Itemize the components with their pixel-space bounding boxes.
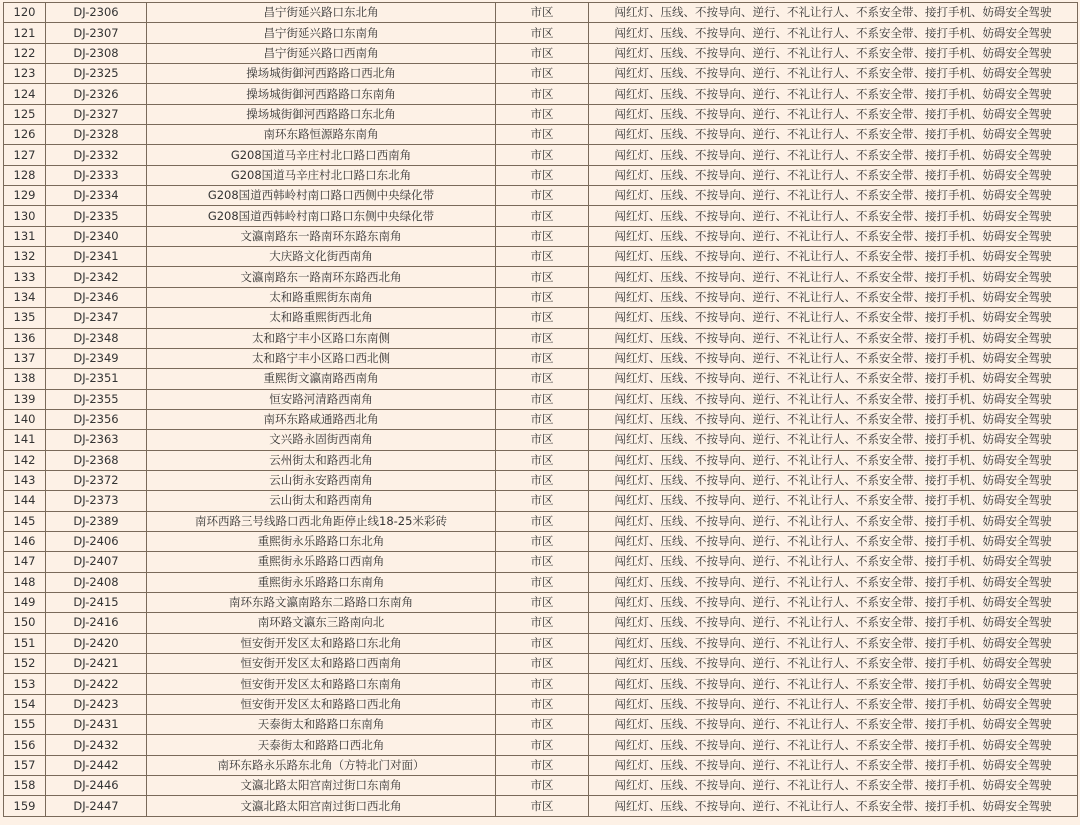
table-row: [4, 389, 1078, 409]
table-body: [4, 3, 1078, 817]
district-cell: 市区: [496, 511, 589, 531]
location-cell: 南环东路文瀛南路东二路路口东南角: [147, 592, 496, 612]
district-cell: 市区: [496, 145, 589, 165]
location-cell: 太和路重熙街东南角: [147, 287, 496, 307]
row-number-cell: 137: [4, 348, 46, 368]
location-cell: 操场城街御河西路路口西北角: [147, 64, 496, 84]
district-cell: 市区: [496, 267, 589, 287]
violations-cell: 闯红灯、压线、不按导向、逆行、不礼让行人、不系安全带、接打手机、妨碍安全驾驶: [589, 491, 1078, 511]
table-row: [4, 3, 1078, 23]
table-row: [4, 654, 1078, 674]
district-cell: 市区: [496, 674, 589, 694]
row-number-cell: 122: [4, 43, 46, 63]
row-number-cell: 128: [4, 165, 46, 185]
district-cell: 市区: [496, 613, 589, 633]
violations-cell: 闯红灯、压线、不按导向、逆行、不礼让行人、不系安全带、接打手机、妨碍安全驾驶: [589, 796, 1078, 816]
table-row: [4, 613, 1078, 633]
camera-code-cell: DJ-2347: [46, 308, 147, 328]
district-cell: 市区: [496, 247, 589, 267]
violations-cell: 闯红灯、压线、不按导向、逆行、不礼让行人、不系安全带、接打手机、妨碍安全驾驶: [589, 450, 1078, 470]
location-cell: 南环西路三号线路口西北角距停止线18-25米彩砖: [147, 511, 496, 531]
location-cell: 恒安街开发区太和路路口西南角: [147, 654, 496, 674]
table-row: [4, 796, 1078, 816]
camera-code-cell: DJ-2334: [46, 186, 147, 206]
violations-cell: 闯红灯、压线、不按导向、逆行、不礼让行人、不系安全带、接打手机、妨碍安全驾驶: [589, 247, 1078, 267]
table-row: [4, 776, 1078, 796]
table-row: [4, 470, 1078, 490]
camera-code-cell: DJ-2342: [46, 267, 147, 287]
violations-cell: 闯红灯、压线、不按导向、逆行、不礼让行人、不系安全带、接打手机、妨碍安全驾驶: [589, 592, 1078, 612]
table-row: [4, 572, 1078, 592]
camera-code-cell: DJ-2432: [46, 735, 147, 755]
violations-cell: 闯红灯、压线、不按导向、逆行、不礼让行人、不系安全带、接打手机、妨碍安全驾驶: [589, 104, 1078, 124]
district-cell: 市区: [496, 104, 589, 124]
row-number-cell: 129: [4, 186, 46, 206]
table-row: [4, 531, 1078, 551]
location-cell: 恒安路河清路西南角: [147, 389, 496, 409]
row-number-cell: 134: [4, 287, 46, 307]
camera-code-cell: DJ-2327: [46, 104, 147, 124]
location-cell: 天泰街太和路路口西北角: [147, 735, 496, 755]
camera-code-cell: DJ-2326: [46, 84, 147, 104]
violations-cell: 闯红灯、压线、不按导向、逆行、不礼让行人、不系安全带、接打手机、妨碍安全驾驶: [589, 287, 1078, 307]
row-number-cell: 152: [4, 654, 46, 674]
location-cell: 南环东路永乐路东北角（方特北门对面）: [147, 755, 496, 775]
location-cell: 重熙街永乐路路口西南角: [147, 552, 496, 572]
district-cell: 市区: [496, 84, 589, 104]
location-cell: G208国道西韩岭村南口路口西侧中央绿化带: [147, 186, 496, 206]
camera-code-cell: DJ-2335: [46, 206, 147, 226]
row-number-cell: 136: [4, 328, 46, 348]
camera-code-cell: DJ-2308: [46, 43, 147, 63]
district-cell: 市区: [496, 287, 589, 307]
camera-code-cell: DJ-2442: [46, 755, 147, 775]
district-cell: 市区: [496, 694, 589, 714]
row-number-cell: 144: [4, 491, 46, 511]
location-cell: 文瀛南路东一路南环东路西北角: [147, 267, 496, 287]
location-cell: 太和路重熙街西北角: [147, 308, 496, 328]
table-row: [4, 674, 1078, 694]
row-number-cell: 130: [4, 206, 46, 226]
district-cell: 市区: [496, 735, 589, 755]
table-row: [4, 84, 1078, 104]
location-cell: 操场城街御河西路路口东南角: [147, 84, 496, 104]
row-number-cell: 120: [4, 3, 46, 23]
row-number-cell: 142: [4, 450, 46, 470]
violations-cell: 闯红灯、压线、不按导向、逆行、不礼让行人、不系安全带、接打手机、妨碍安全驾驶: [589, 186, 1078, 206]
violations-cell: 闯红灯、压线、不按导向、逆行、不礼让行人、不系安全带、接打手机、妨碍安全驾驶: [589, 267, 1078, 287]
violations-cell: 闯红灯、压线、不按导向、逆行、不礼让行人、不系安全带、接打手机、妨碍安全驾驶: [589, 511, 1078, 531]
location-cell: 云山街永安路西南角: [147, 470, 496, 490]
violations-cell: 闯红灯、压线、不按导向、逆行、不礼让行人、不系安全带、接打手机、妨碍安全驾驶: [589, 674, 1078, 694]
table-row: [4, 267, 1078, 287]
table-row: [4, 735, 1078, 755]
camera-code-cell: DJ-2447: [46, 796, 147, 816]
district-cell: 市区: [496, 633, 589, 653]
violations-cell: 闯红灯、压线、不按导向、逆行、不礼让行人、不系安全带、接打手机、妨碍安全驾驶: [589, 84, 1078, 104]
district-cell: 市区: [496, 43, 589, 63]
violations-cell: 闯红灯、压线、不按导向、逆行、不礼让行人、不系安全带、接打手机、妨碍安全驾驶: [589, 531, 1078, 551]
row-number-cell: 139: [4, 389, 46, 409]
violations-cell: 闯红灯、压线、不按导向、逆行、不礼让行人、不系安全带、接打手机、妨碍安全驾驶: [589, 613, 1078, 633]
district-cell: 市区: [496, 755, 589, 775]
location-cell: 南环东路咸通路西北角: [147, 409, 496, 429]
violations-cell: 闯红灯、压线、不按导向、逆行、不礼让行人、不系安全带、接打手机、妨碍安全驾驶: [589, 735, 1078, 755]
camera-code-cell: DJ-2446: [46, 776, 147, 796]
row-number-cell: 132: [4, 247, 46, 267]
location-cell: 云山街太和路西南角: [147, 491, 496, 511]
district-cell: 市区: [496, 776, 589, 796]
violations-cell: 闯红灯、压线、不按导向、逆行、不礼让行人、不系安全带、接打手机、妨碍安全驾驶: [589, 470, 1078, 490]
table-row: [4, 511, 1078, 531]
location-cell: 云州街太和路西北角: [147, 450, 496, 470]
violations-cell: 闯红灯、压线、不按导向、逆行、不礼让行人、不系安全带、接打手机、妨碍安全驾驶: [589, 430, 1078, 450]
violations-cell: 闯红灯、压线、不按导向、逆行、不礼让行人、不系安全带、接打手机、妨碍安全驾驶: [589, 654, 1078, 674]
camera-code-cell: DJ-2423: [46, 694, 147, 714]
district-cell: 市区: [496, 308, 589, 328]
table-row: [4, 715, 1078, 735]
camera-code-cell: DJ-2406: [46, 531, 147, 551]
row-number-cell: 147: [4, 552, 46, 572]
violations-cell: 闯红灯、压线、不按导向、逆行、不礼让行人、不系安全带、接打手机、妨碍安全驾驶: [589, 755, 1078, 775]
row-number-cell: 159: [4, 796, 46, 816]
camera-code-cell: DJ-2389: [46, 511, 147, 531]
table-row: [4, 308, 1078, 328]
table-row: [4, 226, 1078, 246]
row-number-cell: 125: [4, 104, 46, 124]
camera-code-cell: DJ-2363: [46, 430, 147, 450]
row-number-cell: 151: [4, 633, 46, 653]
violations-cell: 闯红灯、压线、不按导向、逆行、不礼让行人、不系安全带、接打手机、妨碍安全驾驶: [589, 715, 1078, 735]
camera-code-cell: DJ-2356: [46, 409, 147, 429]
violations-cell: 闯红灯、压线、不按导向、逆行、不礼让行人、不系安全带、接打手机、妨碍安全驾驶: [589, 694, 1078, 714]
row-number-cell: 155: [4, 715, 46, 735]
district-cell: 市区: [496, 3, 589, 23]
camera-code-cell: DJ-2351: [46, 369, 147, 389]
camera-code-cell: DJ-2341: [46, 247, 147, 267]
row-number-cell: 121: [4, 23, 46, 43]
district-cell: 市区: [496, 348, 589, 368]
table-row: [4, 633, 1078, 653]
camera-code-cell: DJ-2408: [46, 572, 147, 592]
district-cell: 市区: [496, 206, 589, 226]
district-cell: 市区: [496, 328, 589, 348]
location-cell: 昌宁街延兴路口东北角: [147, 3, 496, 23]
camera-code-cell: DJ-2368: [46, 450, 147, 470]
table-row: [4, 125, 1078, 145]
table-row: [4, 552, 1078, 572]
district-cell: 市区: [496, 23, 589, 43]
camera-code-cell: DJ-2420: [46, 633, 147, 653]
location-cell: 昌宁街延兴路口东南角: [147, 23, 496, 43]
table-row: [4, 247, 1078, 267]
camera-code-cell: DJ-2340: [46, 226, 147, 246]
row-number-cell: 138: [4, 369, 46, 389]
row-number-cell: 157: [4, 755, 46, 775]
district-cell: 市区: [496, 796, 589, 816]
violations-cell: 闯红灯、压线、不按导向、逆行、不礼让行人、不系安全带、接打手机、妨碍安全驾驶: [589, 572, 1078, 592]
district-cell: 市区: [496, 369, 589, 389]
violations-cell: 闯红灯、压线、不按导向、逆行、不礼让行人、不系安全带、接打手机、妨碍安全驾驶: [589, 3, 1078, 23]
violations-cell: 闯红灯、压线、不按导向、逆行、不礼让行人、不系安全带、接打手机、妨碍安全驾驶: [589, 348, 1078, 368]
row-number-cell: 145: [4, 511, 46, 531]
table-row: [4, 694, 1078, 714]
location-cell: 操场城街御河西路路口东北角: [147, 104, 496, 124]
violations-cell: 闯红灯、压线、不按导向、逆行、不礼让行人、不系安全带、接打手机、妨碍安全驾驶: [589, 64, 1078, 84]
camera-code-cell: DJ-2348: [46, 328, 147, 348]
camera-code-cell: DJ-2325: [46, 64, 147, 84]
location-cell: 南环路文瀛东三路南向北: [147, 613, 496, 633]
camera-code-cell: DJ-2332: [46, 145, 147, 165]
violations-cell: 闯红灯、压线、不按导向、逆行、不礼让行人、不系安全带、接打手机、妨碍安全驾驶: [589, 23, 1078, 43]
camera-code-cell: DJ-2346: [46, 287, 147, 307]
row-number-cell: 158: [4, 776, 46, 796]
table-row: [4, 409, 1078, 429]
row-number-cell: 135: [4, 308, 46, 328]
location-cell: 文瀛北路太阳宫南过街口西北角: [147, 796, 496, 816]
table-row: [4, 450, 1078, 470]
district-cell: 市区: [496, 64, 589, 84]
row-number-cell: 149: [4, 592, 46, 612]
table-row: [4, 145, 1078, 165]
table-row: [4, 328, 1078, 348]
row-number-cell: 143: [4, 470, 46, 490]
table-row: [4, 287, 1078, 307]
violations-cell: 闯红灯、压线、不按导向、逆行、不礼让行人、不系安全带、接打手机、妨碍安全驾驶: [589, 43, 1078, 63]
district-cell: 市区: [496, 654, 589, 674]
district-cell: 市区: [496, 125, 589, 145]
violations-cell: 闯红灯、压线、不按导向、逆行、不礼让行人、不系安全带、接打手机、妨碍安全驾驶: [589, 226, 1078, 246]
camera-code-cell: DJ-2349: [46, 348, 147, 368]
table-row: [4, 186, 1078, 206]
table-row: [4, 491, 1078, 511]
table-row: [4, 64, 1078, 84]
location-cell: 天泰街太和路路口东南角: [147, 715, 496, 735]
location-cell: 大庆路文化街西南角: [147, 247, 496, 267]
location-cell: 太和路宁丰小区路口东南侧: [147, 328, 496, 348]
location-cell: G208国道马辛庄村北口路口西南角: [147, 145, 496, 165]
district-cell: 市区: [496, 186, 589, 206]
camera-code-cell: DJ-2431: [46, 715, 147, 735]
location-cell: 南环东路恒源路东南角: [147, 125, 496, 145]
location-cell: 恒安街开发区太和路路口西北角: [147, 694, 496, 714]
camera-code-cell: DJ-2373: [46, 491, 147, 511]
district-cell: 市区: [496, 226, 589, 246]
violations-cell: 闯红灯、压线、不按导向、逆行、不礼让行人、不系安全带、接打手机、妨碍安全驾驶: [589, 389, 1078, 409]
camera-code-cell: DJ-2372: [46, 470, 147, 490]
camera-location-table: [3, 2, 1078, 817]
table-row: [4, 430, 1078, 450]
district-cell: 市区: [496, 470, 589, 490]
camera-code-cell: DJ-2407: [46, 552, 147, 572]
violations-cell: 闯红灯、压线、不按导向、逆行、不礼让行人、不系安全带、接打手机、妨碍安全驾驶: [589, 633, 1078, 653]
location-cell: G208国道马辛庄村北口路口东北角: [147, 165, 496, 185]
location-cell: 恒安街开发区太和路路口东北角: [147, 633, 496, 653]
camera-code-cell: DJ-2328: [46, 125, 147, 145]
district-cell: 市区: [496, 592, 589, 612]
camera-code-cell: DJ-2422: [46, 674, 147, 694]
row-number-cell: 141: [4, 430, 46, 450]
row-number-cell: 148: [4, 572, 46, 592]
location-cell: 恒安街开发区太和路路口东南角: [147, 674, 496, 694]
camera-code-cell: DJ-2415: [46, 592, 147, 612]
camera-code-cell: DJ-2355: [46, 389, 147, 409]
location-cell: G208国道西韩岭村南口路口东侧中央绿化带: [147, 206, 496, 226]
location-cell: 昌宁街延兴路口西南角: [147, 43, 496, 63]
violations-cell: 闯红灯、压线、不按导向、逆行、不礼让行人、不系安全带、接打手机、妨碍安全驾驶: [589, 125, 1078, 145]
row-number-cell: 127: [4, 145, 46, 165]
camera-code-cell: DJ-2421: [46, 654, 147, 674]
violations-cell: 闯红灯、压线、不按导向、逆行、不礼让行人、不系安全带、接打手机、妨碍安全驾驶: [589, 776, 1078, 796]
location-cell: 重熙街永乐路路口东北角: [147, 531, 496, 551]
row-number-cell: 156: [4, 735, 46, 755]
violations-cell: 闯红灯、压线、不按导向、逆行、不礼让行人、不系安全带、接打手机、妨碍安全驾驶: [589, 328, 1078, 348]
table-row: [4, 165, 1078, 185]
violations-cell: 闯红灯、压线、不按导向、逆行、不礼让行人、不系安全带、接打手机、妨碍安全驾驶: [589, 552, 1078, 572]
violations-cell: 闯红灯、压线、不按导向、逆行、不礼让行人、不系安全带、接打手机、妨碍安全驾驶: [589, 145, 1078, 165]
row-number-cell: 131: [4, 226, 46, 246]
table-row: [4, 755, 1078, 775]
location-cell: 重熙街文瀛南路西南角: [147, 369, 496, 389]
camera-code-cell: DJ-2307: [46, 23, 147, 43]
location-cell: 文瀛北路太阳宫南过街口东南角: [147, 776, 496, 796]
district-cell: 市区: [496, 531, 589, 551]
table-row: [4, 592, 1078, 612]
table-row: [4, 348, 1078, 368]
row-number-cell: 133: [4, 267, 46, 287]
camera-code-cell: DJ-2306: [46, 3, 147, 23]
violations-cell: 闯红灯、压线、不按导向、逆行、不礼让行人、不系安全带、接打手机、妨碍安全驾驶: [589, 409, 1078, 429]
camera-code-cell: DJ-2333: [46, 165, 147, 185]
camera-code-cell: DJ-2416: [46, 613, 147, 633]
violations-cell: 闯红灯、压线、不按导向、逆行、不礼让行人、不系安全带、接打手机、妨碍安全驾驶: [589, 308, 1078, 328]
district-cell: 市区: [496, 409, 589, 429]
row-number-cell: 124: [4, 84, 46, 104]
row-number-cell: 154: [4, 694, 46, 714]
table-row: [4, 43, 1078, 63]
district-cell: 市区: [496, 430, 589, 450]
row-number-cell: 126: [4, 125, 46, 145]
location-cell: 文兴路永固街西南角: [147, 430, 496, 450]
table-row: [4, 206, 1078, 226]
location-cell: 重熙街永乐路路口东南角: [147, 572, 496, 592]
violations-cell: 闯红灯、压线、不按导向、逆行、不礼让行人、不系安全带、接打手机、妨碍安全驾驶: [589, 206, 1078, 226]
row-number-cell: 123: [4, 64, 46, 84]
district-cell: 市区: [496, 491, 589, 511]
violations-cell: 闯红灯、压线、不按导向、逆行、不礼让行人、不系安全带、接打手机、妨碍安全驾驶: [589, 165, 1078, 185]
district-cell: 市区: [496, 715, 589, 735]
district-cell: 市区: [496, 165, 589, 185]
location-cell: 文瀛南路东一路南环东路东南角: [147, 226, 496, 246]
row-number-cell: 140: [4, 409, 46, 429]
row-number-cell: 150: [4, 613, 46, 633]
district-cell: 市区: [496, 450, 589, 470]
table-row: [4, 369, 1078, 389]
table-row: [4, 104, 1078, 124]
table-row: [4, 23, 1078, 43]
violations-cell: 闯红灯、压线、不按导向、逆行、不礼让行人、不系安全带、接打手机、妨碍安全驾驶: [589, 369, 1078, 389]
row-number-cell: 146: [4, 531, 46, 551]
district-cell: 市区: [496, 572, 589, 592]
row-number-cell: 153: [4, 674, 46, 694]
district-cell: 市区: [496, 389, 589, 409]
location-cell: 太和路宁丰小区路口西北侧: [147, 348, 496, 368]
district-cell: 市区: [496, 552, 589, 572]
